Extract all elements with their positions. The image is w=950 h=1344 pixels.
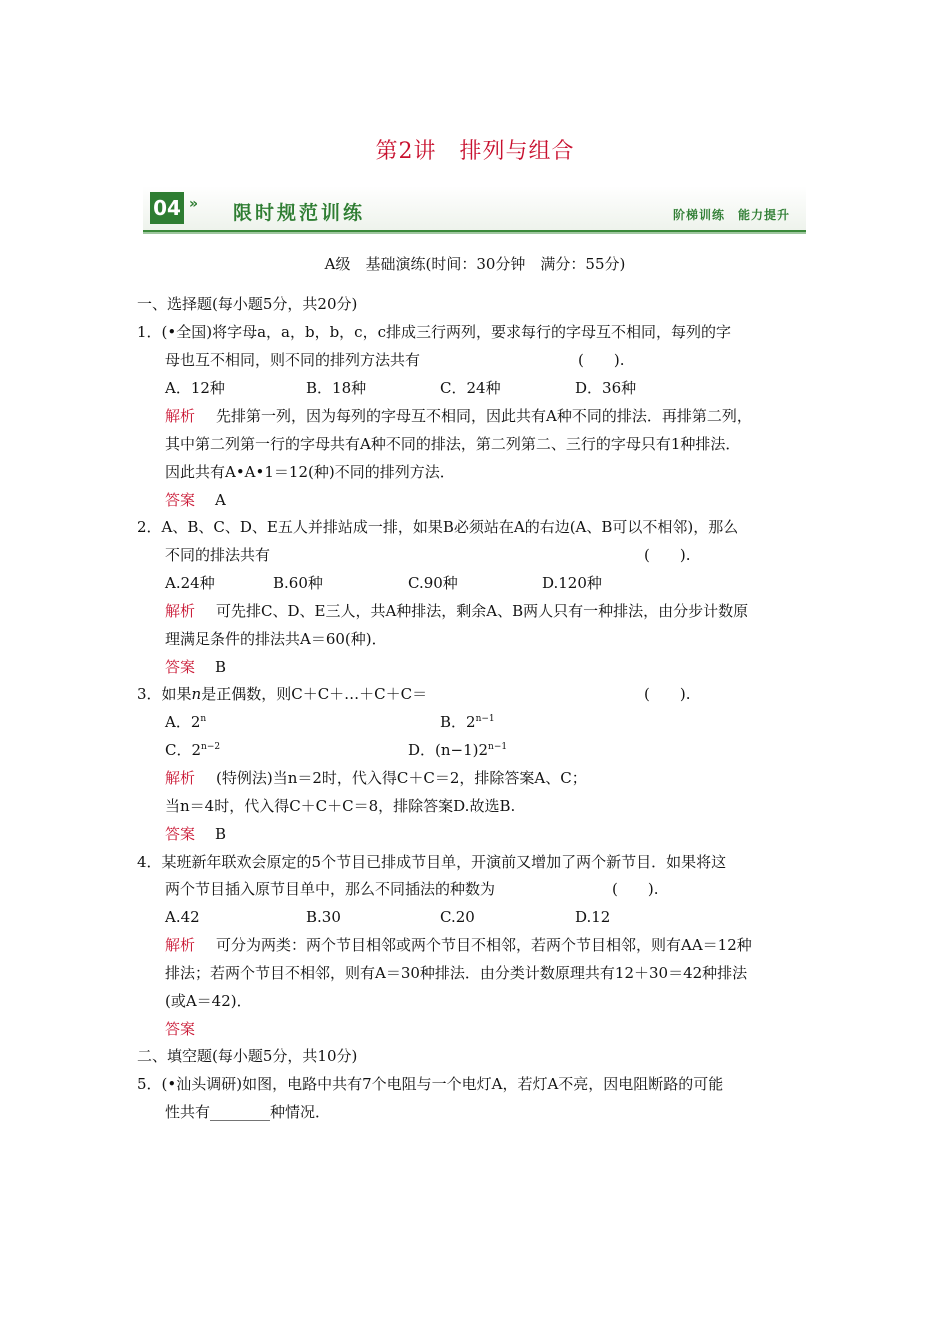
- analysis-text: 其中第二列第一行的字母共有A种不同的排法，第二列第二、三行的字母只有1种排法．: [165, 435, 741, 453]
- analysis-text: 可先排C、D、E三人，共A种排法，剩余A、B两人只有一种排法，由分步计数原: [216, 602, 749, 620]
- option: A．2$^n$: [165, 713, 207, 731]
- answer-value: A: [215, 491, 226, 509]
- question-text: 母也互不相同，则不同的排列方法共有: [165, 351, 421, 369]
- page-title: 第2讲 排列与组合: [375, 139, 575, 164]
- option: C．$2^{n-2}$: [165, 741, 221, 759]
- question-text: 3．如果n是正偶数，则C＋C＋…＋C＋C＝: [137, 685, 428, 703]
- question-text: 5．(•汕头调研)如图，电路中共有7个电阻与一个电灯A，若灯A不亮，因电阻断路的可能: [137, 1075, 724, 1093]
- option: C.20: [440, 908, 475, 926]
- banner-number: 04: [150, 192, 184, 224]
- option: B．18种: [306, 379, 367, 397]
- option: A.42: [165, 908, 200, 926]
- option: C．24种: [440, 379, 501, 397]
- question-text: 4．某班新年联欢会原定的5个节目已排成节目单，开演前又增加了两个新节目．如果将这: [137, 853, 727, 871]
- analysis-text: (或A＝42)．: [165, 992, 252, 1010]
- answer-value: B: [215, 658, 227, 676]
- analysis-text: 理满足条件的排法共A＝60(种)．: [165, 630, 387, 648]
- answer-label: 答案: [165, 825, 196, 843]
- section-banner: [143, 186, 806, 232]
- option: D．$(n-1)2^{n-1}$: [408, 741, 508, 759]
- option: C.90种: [408, 574, 458, 592]
- question-text: 1．(•全国)将字母a，a，b，b，c，c排成三行两列，要求每行的字母互不相同，每列的字: [137, 323, 731, 341]
- analysis-text: 当n＝4时，代入得C＋C＋C＝8，排除答案D.故选B.: [165, 797, 516, 815]
- option: D.120种: [542, 574, 602, 592]
- option: D.12: [575, 908, 611, 926]
- analysis-text: 排法；若两个节目不相邻，则有A＝30种排法．由分类计数原理共有12＋30＝42种排法: [165, 964, 748, 982]
- analysis-label: 解析: [165, 602, 196, 620]
- answer-bracket: ( ).: [578, 351, 625, 369]
- section-heading: 一、选择题(每小题5分，共20分): [137, 295, 358, 313]
- analysis-label: 解析: [165, 936, 196, 954]
- answer-bracket: ( ).: [612, 880, 659, 898]
- option: A.24种: [165, 574, 215, 592]
- option: B．$2^{n-1}$: [440, 713, 495, 731]
- answer-bracket: ( ).: [644, 546, 691, 564]
- analysis-text: 可分为两类：两个节目相邻或两个节目不相邻，若两个节目相邻，则有AA＝12种: [216, 936, 752, 954]
- question-text: 2．A、B、C、D、E五人并排站成一排，如果B必须站在A的右边(A、B可以不相邻)，那么: [137, 518, 739, 536]
- answer-label: 答案: [165, 491, 196, 509]
- answer-bracket: ( ).: [644, 685, 691, 703]
- option: D．36种: [575, 379, 637, 397]
- analysis-label: 解析: [165, 407, 196, 425]
- question-text: 不同的排法共有: [165, 546, 271, 564]
- analysis-text: 先排第一列，因为每列的字母互不相同，因此共有A种不同的排法．再排第二列，: [216, 407, 752, 425]
- option: B.30: [306, 908, 341, 926]
- banner-title: 限时规范训练: [233, 202, 366, 224]
- level-heading: A级 基础演练(时间：30分钟 满分：55分): [324, 255, 626, 273]
- answer-value: B: [215, 825, 227, 843]
- answer-label: 答案: [165, 1020, 196, 1038]
- banner-subtitle: 阶梯训练 能力提升: [672, 208, 790, 222]
- option: A．12种: [165, 379, 225, 397]
- question-text: 两个节目插入原节目单中，那么不同插法的种数为: [165, 880, 496, 898]
- option: B.60种: [273, 574, 323, 592]
- banner-arrow-icon: »: [189, 196, 199, 212]
- question-text: 性共有________种情况．: [165, 1103, 331, 1121]
- section-heading: 二、填空题(每小题5分，共10分): [137, 1047, 358, 1065]
- analysis-text: (特例法)当n＝2时，代入得C＋C＝2，排除答案A、C；: [216, 769, 587, 787]
- answer-label: 答案: [165, 658, 196, 676]
- analysis-label: 解析: [165, 769, 196, 787]
- analysis-text: 因此共有A•A•1＝12(种)不同的排列方法．: [165, 463, 455, 481]
